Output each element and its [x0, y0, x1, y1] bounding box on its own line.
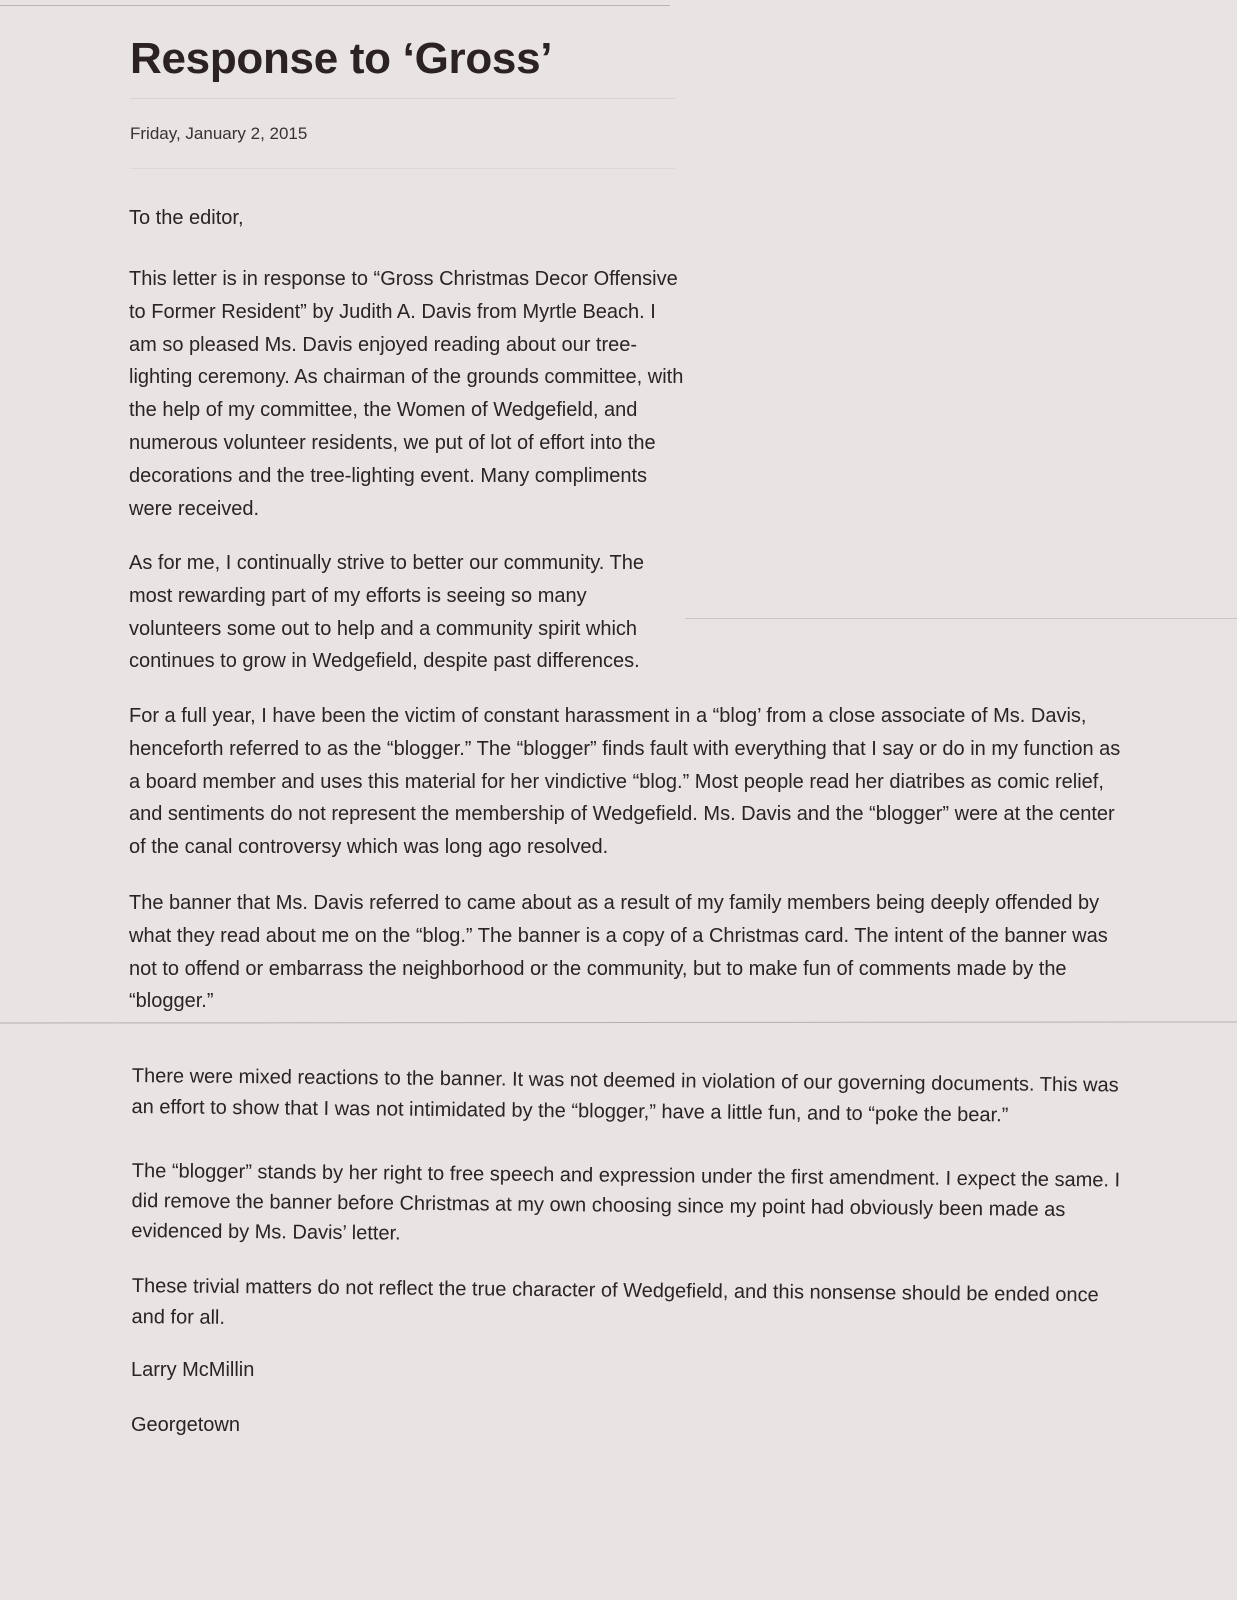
- paragraph-community: As for me, I continually strive to better our community. The most rewarding part of my efforts is seeing so many volunteers some out to help and a community spirit which continues to grow in Wedgefield, despite past differences.: [129, 552, 645, 673]
- paper-fold-line: [685, 618, 1237, 619]
- article-title: Response to ‘Gross’: [130, 34, 553, 83]
- publish-date: Friday, January 2, 2015: [130, 124, 308, 143]
- paragraph-conclusion: These trivial matters do not reflect the true character of Wedgefield, and this nonsense should be ended once and for all.: [131, 1274, 1099, 1329]
- salutation: To the editor,: [129, 207, 244, 229]
- paragraph-intro: This letter is in response to “Gross Christmas Decor Offensive to Former Resident” by Judith A. Davis from Myrtle Beach. I am so pleased Ms. Davis enjoyed reading about our tree-lighting ceremony. As chairman of the grounds committee, with the help of my committee, the Women of Wedgefield, and numerous volunteer residents, we put of lot of effort into the decorations and the tree-lighting event. Many compliments were received.: [129, 268, 684, 520]
- paragraph-free-speech: The “blogger” stands by her right to free speech and expression under the first amendment. I expect the same. I did remove the banner before Christmas at my own choosing since my point had obviously been made as evidenced by Ms. Davis’ letter.: [131, 1159, 1121, 1245]
- paragraph-banner: The banner that Ms. Davis referred to came about as a result of my family members being deeply offended by what they read about me on the “blog.” The banner is a copy of a Christmas card. The intent of the banner was not to offend or embarrass the neighborhood or the community, but to make fun of comments made by the “blogger.”: [129, 892, 1108, 1013]
- paragraph-reactions: There were mixed reactions to the banner. It was not deemed in violation of our governing documents. This was an effort to show that I was not intimidated by the “blogger,” have a little fun, and to “poke the bear.”: [131, 1064, 1119, 1127]
- paper-crease-line: [0, 1021, 1237, 1023]
- date-divider: [130, 168, 675, 169]
- signature-name: Larry McMillin: [131, 1359, 255, 1381]
- title-divider: [130, 98, 675, 99]
- signature-location: Georgetown: [131, 1414, 240, 1436]
- page-edge-line: [0, 5, 670, 6]
- paragraph-harassment: For a full year, I have been the victim of constant harassment in a “blog’ from a close associate of Ms. Davis, henceforth referred to as the “blogger.” The “blogger” finds fault with everything that I say or do in my function as a board member and uses this material for her vindictive “blog.” Most people read her diatribes as comic relief, and sentiments do not represent the membership of Wedgefield. Ms. Davis and the “blogger” were at the center of the canal controversy which was long ago resolved.: [129, 705, 1121, 859]
